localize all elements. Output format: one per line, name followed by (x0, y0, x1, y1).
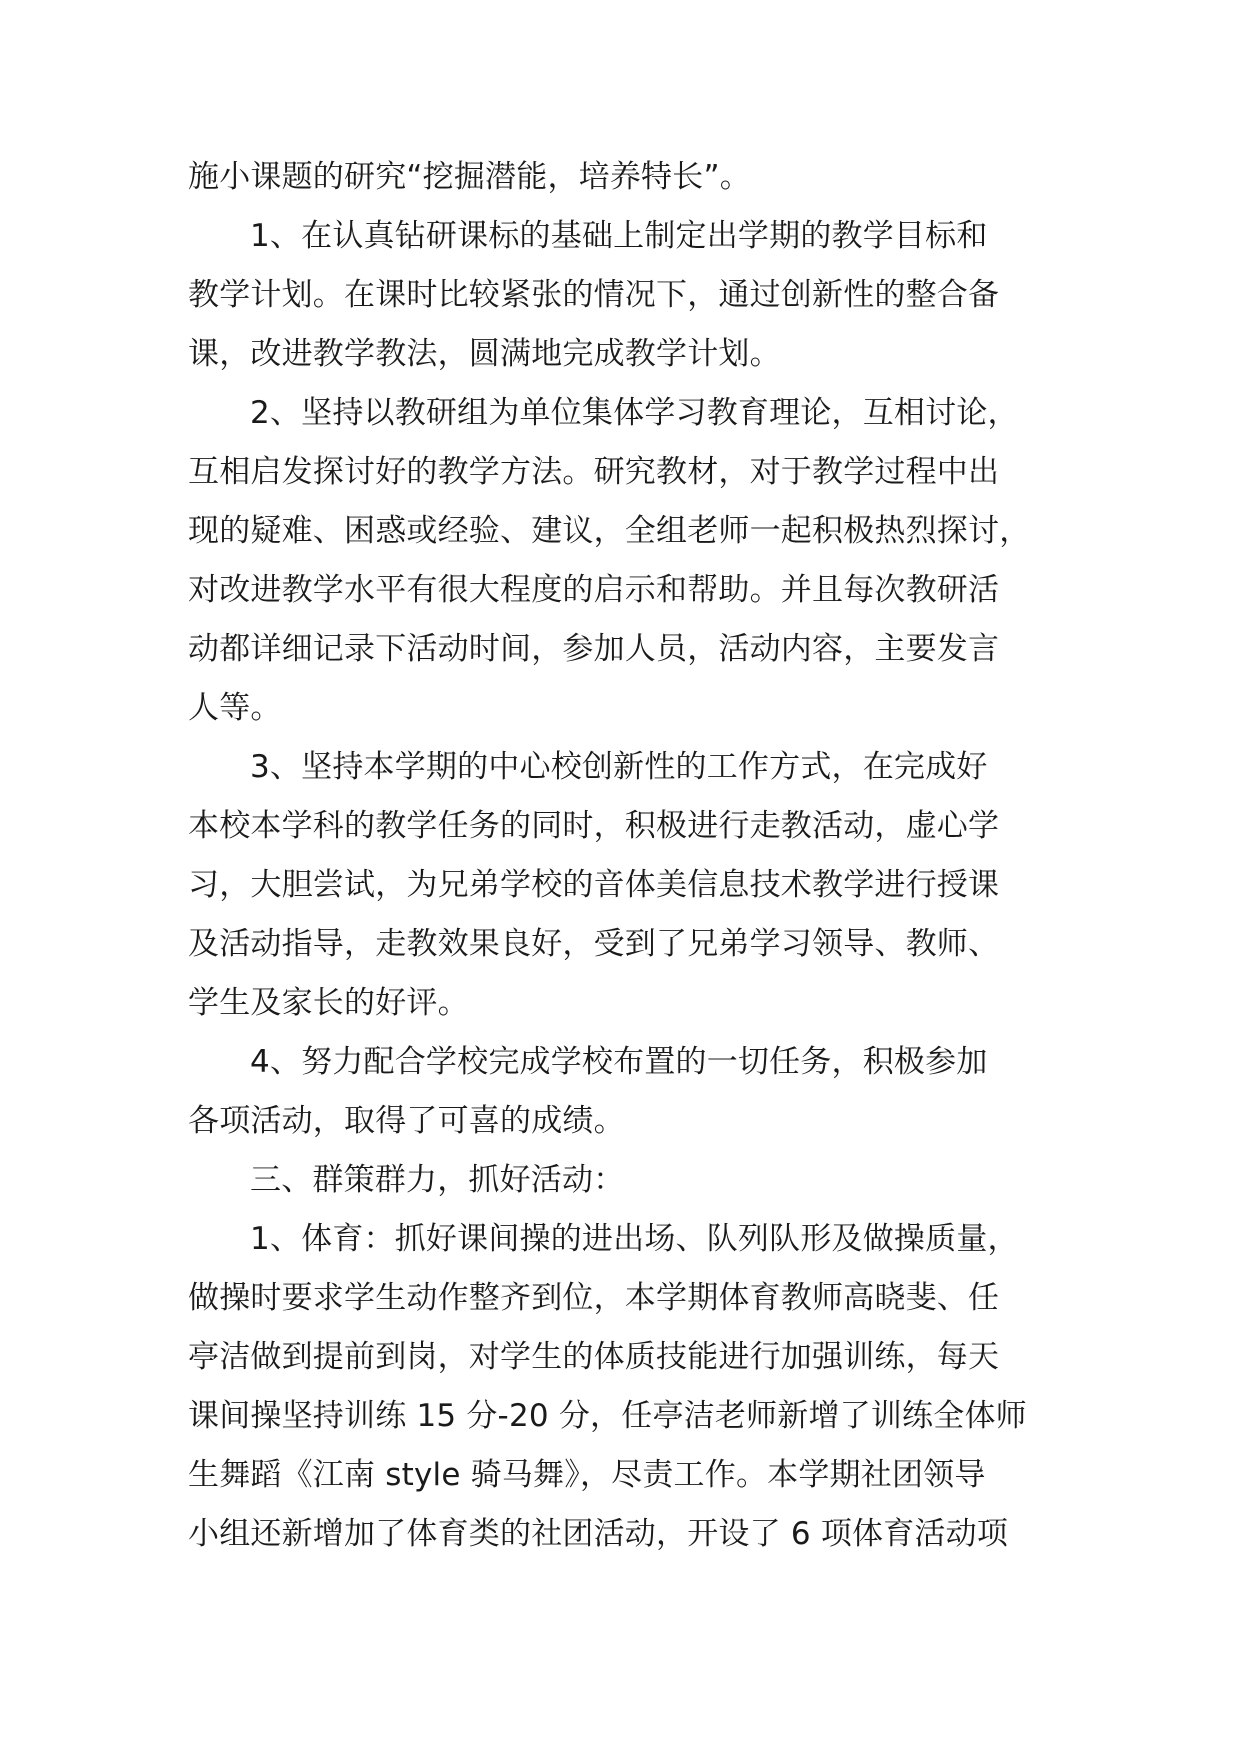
text-line: 生舞蹈《江南 style 骑马舞》，尽责工作。本学期社团领导 (188, 1457, 986, 1493)
text-line: 动都详细记录下活动时间，参加人员，活动内容，主要发言 (188, 631, 1000, 667)
document-body (188, 148, 1058, 1564)
text-line: 施小课题的研究“挖掘潜能，培养特长”。 (188, 159, 751, 195)
text-line: 4、努力配合学校完成学校布置的一切任务，积极参加 (250, 1044, 988, 1080)
section-heading: 三、群策群力，抓好活动： (250, 1162, 625, 1198)
text-line: 做操时要求学生动作整齐到位，本学期体育教师高晓斐、任 (188, 1280, 1000, 1316)
text-line: 人等。 (188, 690, 282, 726)
text-line: 小组还新增加了体育类的社团活动，开设了 6 项体育活动项 (188, 1516, 1009, 1552)
text-line: 各项活动，取得了可喜的成绩。 (188, 1103, 625, 1139)
text-line: 互相启发探讨好的教学方法。研究教材，对于教学过程中出 (188, 454, 1000, 490)
text-line: 对改进教学水平有很大程度的启示和帮助。并且每次教研活 (188, 572, 1000, 608)
text-line: 课，改进教学教法，圆满地完成教学计划。 (188, 336, 781, 372)
text-line: 及活动指导，走教效果良好，受到了兄弟学习领导、教师、 (188, 926, 1000, 962)
text-line: 课间操坚持训练 15 分-20 分，任亭洁老师新增了训练全体师 (188, 1398, 1027, 1434)
text-line: 2、坚持以教研组为单位集体学习教育理论，互相讨论， (250, 395, 1019, 431)
text-line: 3、坚持本学期的中心校创新性的工作方式，在完成好 (250, 749, 988, 785)
text-line: 教学计划。在课时比较紧张的情况下，通过创新性的整合备 (188, 277, 1000, 313)
text-line: 本校本学科的教学任务的同时，积极进行走教活动，虚心学 (188, 808, 1000, 844)
text-line: 1、在认真钻研课标的基础上制定出学期的教学目标和 (250, 218, 988, 254)
text-line: 习，大胆尝试，为兄弟学校的音体美信息技术教学进行授课 (188, 867, 1000, 903)
text-line: 学生及家长的好评。 (188, 985, 469, 1021)
text-line: 现的疑难、困惑或经验、建议，全组老师一起积极热烈探讨， (188, 513, 1031, 549)
text-line: 1、体育：抓好课间操的进出场、队列队形及做操质量， (250, 1221, 1019, 1257)
text-line: 亭洁做到提前到岗，对学生的体质技能进行加强训练，每天 (188, 1339, 1000, 1375)
